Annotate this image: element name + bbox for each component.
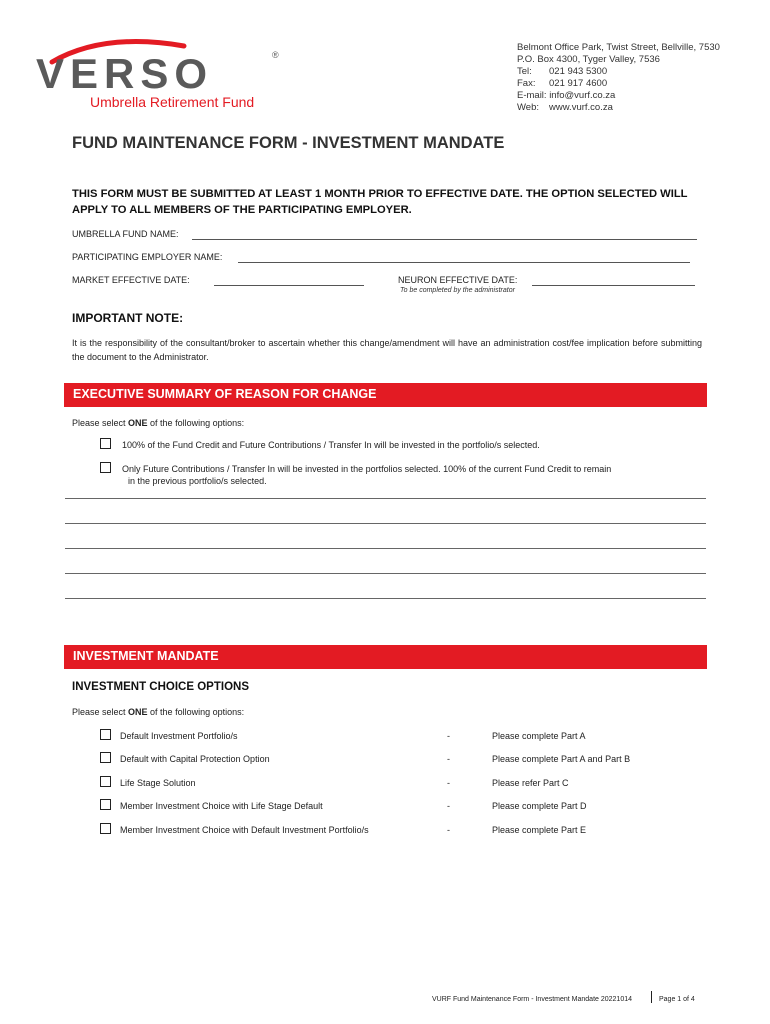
important-note-heading: IMPORTANT NOTE: [72,311,184,325]
mandate-option-life-stage-checkbox[interactable] [100,776,111,787]
footer-page-number: Page 1 of 4 [659,996,695,1003]
mandate-option-action: Please complete Part E [492,825,587,835]
mandate-option-label: Default with Capital Protection Option [120,754,270,764]
neuron-effective-date-field[interactable] [532,285,695,286]
investment-choice-options-heading: INVESTMENT CHOICE OPTIONS [72,681,249,693]
reason-line-3[interactable] [65,548,706,549]
mandate-option-action: Please refer Part C [492,778,569,788]
mandate-option-mic-default-portfolio-checkbox[interactable] [100,823,111,834]
mandate-option-label: Default Investment Portfolio/s [120,731,238,741]
participating-employer-name-field[interactable] [238,262,690,263]
investment-mandate-header [64,645,707,669]
contact-block [517,42,720,114]
mandate-option-default-portfolio-checkbox[interactable] [100,729,111,740]
exec-option-2-label-line1: Only Future Contributions / Transfer In will be invested in the portfolios selected. 100% of the current Fund Credit to remain [122,464,612,474]
footer-divider [651,991,652,1003]
exec-select-instruction: Please select ONE of the following options: [72,418,245,428]
mandate-option-dash: - [447,801,450,811]
mandate-option-mic-life-stage-checkbox[interactable] [100,799,111,810]
mandate-option-dash: - [447,754,450,764]
participating-employer-name-label: PARTICIPATING EMPLOYER NAME: [72,252,223,262]
mandate-option-label: Member Investment Choice with Life Stage Default [120,801,323,811]
contact-fax: Fax: 021 917 4600 [517,78,608,89]
reason-line-5[interactable] [65,598,706,599]
footer-document-id: VURF Fund Maintenance Form - Investment Mandate 20221014 [432,996,632,1003]
mandate-option-capital-protection-checkbox[interactable] [100,752,111,763]
exec-option-2-checkbox[interactable] [100,462,111,473]
market-effective-date-field[interactable] [214,285,364,286]
exec-option-1-label: 100% of the Fund Credit and Future Contributions / Transfer In will be invested in the portfolio/s selected. [122,440,540,450]
mandate-option-dash: - [447,778,450,788]
contact-web: Web: www.vurf.co.za [517,102,613,113]
admin-note: To be completed by the administrator [400,287,515,294]
umbrella-fund-name-label: UMBRELLA FUND NAME: [72,229,179,239]
reason-line-4[interactable] [65,573,706,574]
mandate-option-action: Please complete Part A and Part B [492,754,631,764]
contact-tel: Tel: 021 943 5300 [517,66,608,77]
market-effective-date-label: MARKET EFFECTIVE DATE: [72,275,190,285]
mandate-option-dash: - [447,731,450,741]
mandate-option-dash: - [447,825,450,835]
executive-summary-heading: EXECUTIVE SUMMARY OF REASON FOR CHANGE [73,387,377,401]
mandate-option-label: Member Investment Choice with Default Investment Portfolio/s [120,825,369,835]
reason-line-2[interactable] [65,523,706,524]
page-title: FUND MAINTENANCE FORM - INVESTMENT MANDATE [72,134,505,152]
mandate-option-action: Please complete Part D [492,801,587,811]
logo-registered-mark: ® [272,50,279,60]
investment-mandate-heading: INVESTMENT MANDATE [73,649,219,663]
contact-postal: P.O. Box 4300, Tyger Valley, 7536 [517,54,660,65]
important-note-text: It is the responsibility of the consultant/broker to ascertain whether this change/amendment will have an administration cost/fee implication before submitting the document to the Administrator. [72,338,702,362]
umbrella-fund-name-field[interactable] [192,239,697,240]
executive-summary-header [64,383,707,407]
submission-notice: THIS FORM MUST BE SUBMITTED AT LEAST 1 MONTH PRIOR TO EFFECTIVE DATE. THE OPTION SELECTED WILL APPLY TO ALL MEMBERS OF THE PARTICIPATING EMPLOYER. [72,188,688,216]
exec-option-2-label-line2: in the previous portfolio/s selected. [128,476,267,486]
mandate-select-instruction: Please select ONE of the following options: [72,707,245,717]
contact-address: Belmont Office Park, Twist Street, Bellville, 7530 [517,42,720,53]
logo-wordmark: VERSO [36,50,214,97]
reason-line-1[interactable] [65,498,706,499]
neuron-effective-date-label: NEURON EFFECTIVE DATE: [398,275,518,285]
contact-email: E-mail: info@vurf.co.za [517,90,616,101]
mandate-option-action: Please complete Part A [492,731,586,741]
mandate-option-label: Life Stage Solution [120,778,196,788]
logo-tagline: Umbrella Retirement Fund [90,94,255,110]
exec-option-1-checkbox[interactable] [100,438,111,449]
